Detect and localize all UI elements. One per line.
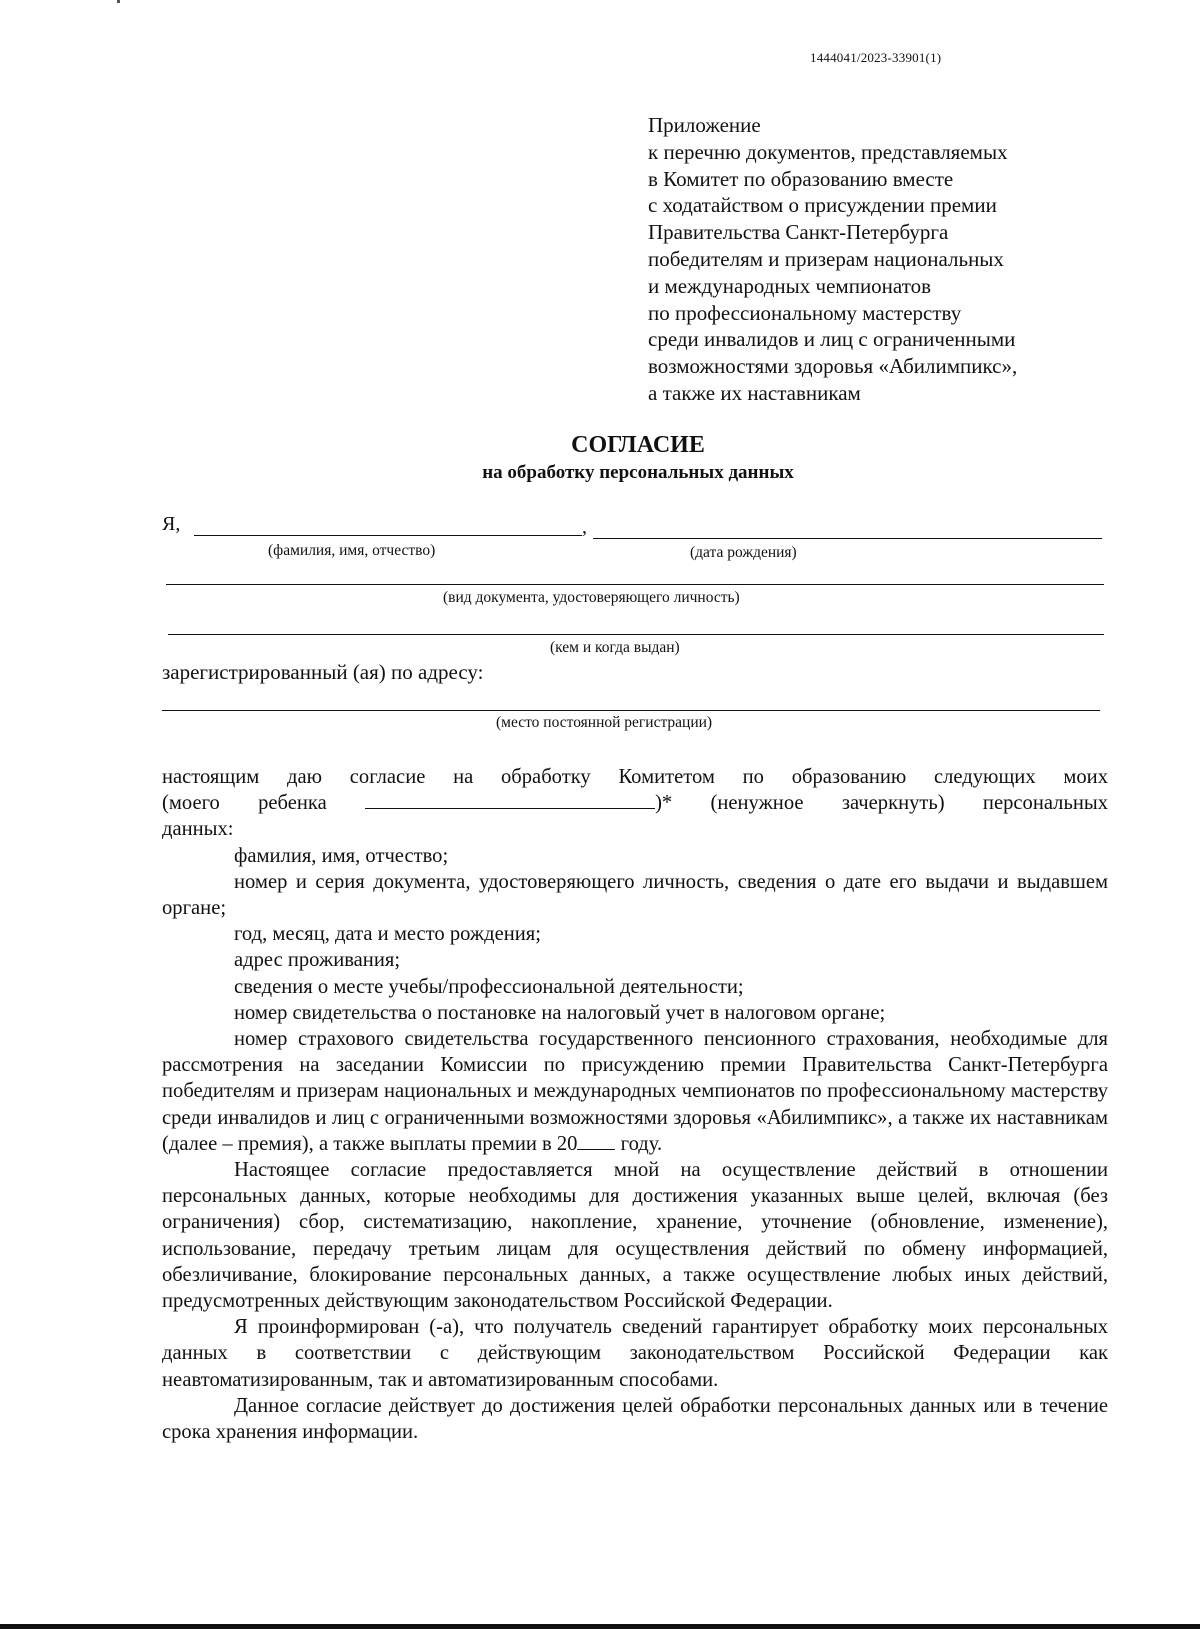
annex-line: Приложение	[648, 113, 761, 137]
id-document-caption: (вид документа, удостоверяющего личность)	[443, 589, 740, 606]
annex-line: к перечню документов, представляемых	[648, 139, 1008, 164]
actions-paragraph: Настоящее согласие предоставляется мной на осуществление действий в отношении персональных данных, которые необходимы для достижения указанных выше целей, включая (без ограничения) сбор, систематизацию, накопление, хранение, уточнение (обновление, изменение), использование, передачу третьим лицам для осуществления действий по обмену информацией, обезличивание, блокирование персональных данных, а также осуществление любых иных действий, предусмотренных действующим законодательством Российской Федерации.	[162, 1159, 1108, 1313]
id-document-field[interactable]	[166, 584, 1104, 585]
document-subtitle: на обработку персональных данных	[482, 462, 794, 483]
annex-line: в Комитет по образованию вместе	[648, 166, 954, 191]
purpose-end: году.	[615, 1132, 663, 1155]
annex-line: а также их наставникам	[648, 380, 861, 405]
annex-line: возможностями здоровья «Абилимпикс»,	[648, 354, 1018, 379]
data-label: данных:	[162, 818, 234, 841]
address-caption: (место постоянной регистрации)	[496, 714, 713, 731]
child-name-field[interactable]	[365, 792, 655, 809]
fio-caption: (фамилия, имя, отчество)	[268, 542, 436, 559]
list-item: номер и серия документа, удостоверяющего личность, сведения о дате его выдачи и выдавшем органе;	[162, 870, 1108, 920]
consent-start: настоящим даю согласие на обработку Комитетом по образованию следующих моих	[162, 766, 1108, 788]
list-item: год, месяц, дата и место рождения;	[234, 923, 541, 946]
purpose-text: номер страхового свидетельства государственного пенсионного страхования, необходимые для рассмотрения на заседании Комиссии по присуждению премии Правительства Санкт-Петербурга победителям и призерам национальных и международных чемпионатов по профессиональному мастерству среди инвалидов и лиц с ограниченными возможностями здоровья «Абилимпикс», а также их наставникам (далее – премия), а также выплаты премии в 20	[162, 1028, 1108, 1155]
list-item: номер свидетельства о постановке на налоговый учет в налоговом органе;	[234, 1001, 886, 1024]
child-suffix: )* (ненужное зачеркнуть) персональных	[655, 792, 1108, 815]
child-prefix: (моего ребенка	[162, 792, 327, 815]
informed-paragraph: Я проинформирован (-а), что получатель сведений гарантирует обработку моих персональных данных в соответствии с действующим законодательством Российской Федерации как неавтоматизированным, так и автоматизированным способами.	[162, 1316, 1108, 1391]
annex-line: победителям и призерам национальных	[648, 246, 1004, 271]
purpose-paragraph	[162, 1026, 1108, 1157]
year-field[interactable]	[577, 1133, 615, 1150]
address-field[interactable]	[162, 710, 1100, 711]
annex-line: по профессиональному мастерству	[648, 300, 962, 325]
document-title: СОГЛАСИЕ	[571, 432, 705, 458]
annex-line: и международных чемпионатов	[648, 273, 932, 298]
i-label: Я,	[162, 513, 181, 535]
list-item: фамилия, имя, отчество;	[234, 844, 449, 867]
annex-line: Правительства Санкт-Петербурга	[648, 220, 949, 245]
issued-by-caption: (кем и когда выдан)	[550, 639, 680, 656]
annex-line: среди инвалидов и лиц с ограниченными	[648, 327, 1016, 352]
validity-paragraph: Данное согласие действует до достижения целей обработки персональных данных или в течение срока хранения информации.	[162, 1394, 1108, 1444]
registered-label: зарегистрированный (ая) по адресу:	[162, 660, 484, 684]
child-line	[162, 790, 1108, 816]
scan-speck	[117, 0, 120, 3]
list-item: адрес проживания;	[234, 949, 401, 972]
birth-date-field[interactable]	[593, 538, 1102, 539]
fio-field[interactable]	[194, 535, 582, 536]
issued-by-field[interactable]	[168, 634, 1104, 635]
comma: ,	[582, 516, 587, 538]
annex-block	[648, 112, 1017, 407]
birth-date-caption: (дата рождения)	[690, 544, 797, 561]
list-item: сведения о месте учебы/профессиональной деятельности;	[234, 975, 744, 998]
scan-border	[0, 1624, 1200, 1629]
consent-body	[162, 764, 1108, 1445]
annex-line: с ходатайством о присуждении премии	[648, 193, 997, 218]
document-number: 1444041/2023-33901(1)	[810, 50, 942, 65]
